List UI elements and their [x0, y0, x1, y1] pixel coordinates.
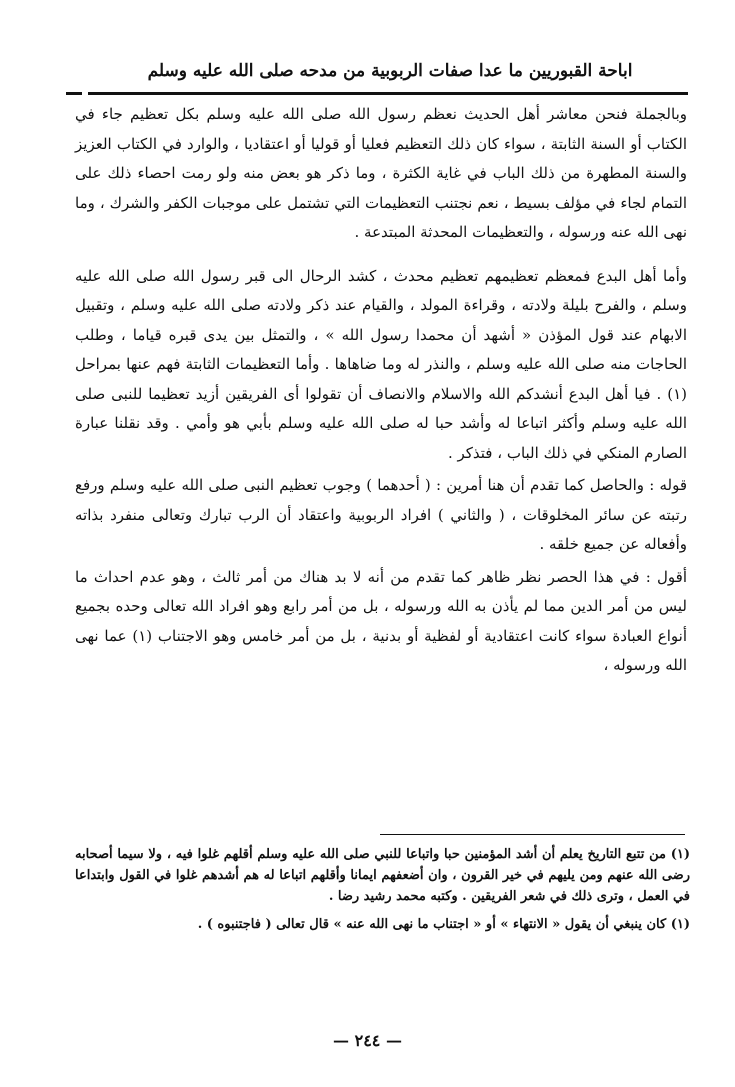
paragraph-4: أقول : في هذا الحصر نظر ظاهر كما تقدم من أنه لا بد هناك من أمر ثالث ، وهو عدم احداث ما ليس من أمر الدين مما لم يأذن به الله ورسوله ، بل من أمر رابع وهو افراد الله تعالى وحده بجميع أنواع العبادة سواء كانت اعتقادية أو لفظية أو بدنية ، بل من أمر خامس وهو الاجتناب (١) عما نهى الله ورسوله ،	[75, 567, 687, 674]
paragraph-3: قوله : والحاصل كما تقدم أن هنا أمرين : ( أحدهما ) وجوب تعظيم النبى صلى الله عليه وسلم ورفع رتبته عن سائر المخلوقات ، ( والثاني ) افراد الربوبية واعتقاد أن الرب تبارك وتعالى منفرد بذاته وأفعاله عن جميع خلقه .	[75, 476, 687, 553]
header-rule	[88, 92, 688, 95]
running-title: اباحة القبوريين ما عدا صفات الربوبية من مدحه صلى الله عليه وسلم	[147, 61, 633, 81]
footnotes	[75, 844, 690, 935]
paragraph-1: وبالجملة فنحن معاشر أهل الحديث نعظم رسول الله صلى الله عليه وسلم بكل تعظيم جاء في الكتاب أو السنة الثابتة ، سواء كان ذلك التعظيم فعليا أو قوليا أو اعتقاديا ، والوارد في الكتاب العزيز والسنة المطهرة من ذلك الباب في غاية الكثرة ، وما ذكر هو بعض منه ولو رمت احصاء ذلك على التمام لجاء في مؤلف بسيط ، نعم نجتنب التعظيمات التي تشتمل على موجبات الكفر والشرك ، وما نهى الله عنه ورسوله ، والتعظيمات المحدثة المبتدعة .	[75, 105, 687, 241]
paragraph-2: وأما أهل البدع فمعظم تعظيمهم تعظيم محدث ، كشد الرحال الى قبر رسول الله صلى الله عليه وسلم ، والفرح بليلة ولادته ، وقراءة المولد ، والقيام عند ذكر ولادته صلى الله عليه وسلم ، وتقبيل الابهام عند قول المؤذن « أشهد أن محمدا رسول الله » ، والتمثل بين يدى قبره قياما ، وطلب الحاجات منه صلى الله عليه وسلم ، والنذر له وما ضاهاها . وأما التعظيمات الثابتة فهم عنها بمراحل (١) . فيا أهل البدع أنشدكم الله والاسلام والانصاف أن تقولوا أى الفريقين أزيد تعظيما للنبى صلى الله عليه وسلم وأكثر اتباعا له وأشد حبا له صلى الله عليه وسلم بأبي هو وأمي . وقد نقلنا عبارة الصارم المنكي في ذلك الباب ، فتذكر .	[75, 266, 687, 462]
footnote-1: (١) من تتبع التاريخ يعلم أن أشد المؤمنين حبا واتباعا للنبي صلى الله عليه وسلم أقلهم غلوا فيه ، ولا سيما أصحابه رضى الله عنهم ومن يليهم في خير القرون ، وان أضعفهم ايمانا وأقلهم اتباعا له هم أشدهم غلوا في القول وابتداعا في العمل ، وترى ذلك في شعر الفريقين . وكتبه محمد رشيد رضا .	[75, 847, 690, 904]
page-number: — ٢٤٤ —	[333, 1031, 402, 1050]
footnote-rule	[380, 834, 685, 835]
footnote-2: (١) كان ينبغي أن يقول « الانتهاء » أو « اجتناب ما نهى الله عنه » قال تعالى ( فاجتنبوه ) .	[197, 917, 690, 932]
main-text	[75, 100, 687, 681]
header-rule-tick	[66, 92, 82, 95]
